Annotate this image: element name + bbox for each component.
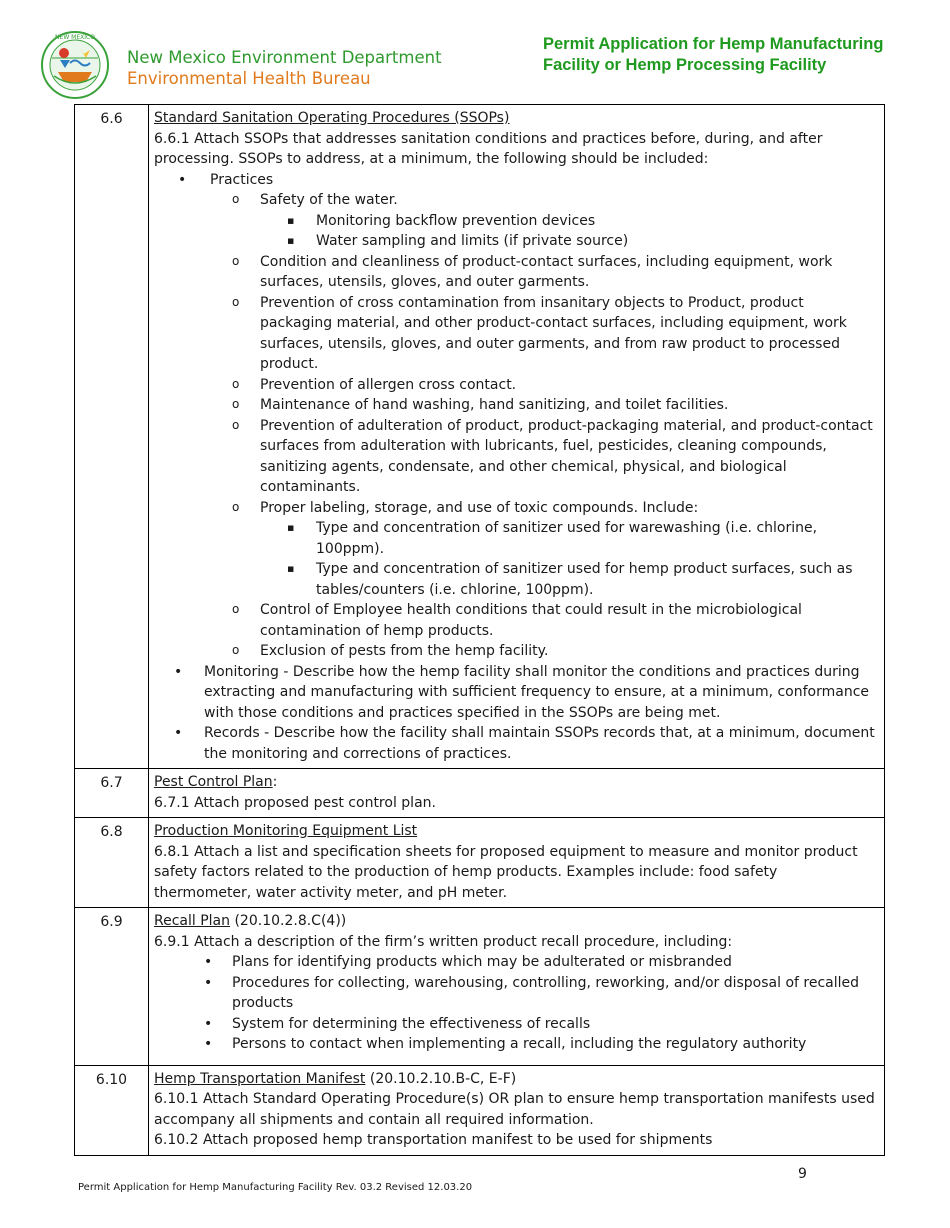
section-heading: Production Monitoring Equipment List [154, 823, 418, 839]
section-6-10-row [75, 1065, 885, 1155]
section-reference: (20.10.2.8.C(4)) [230, 913, 347, 929]
section-text: 6.8.1 Attach a list and specification sheets for proposed equipment to measure and monitor product safety factors related to the production of hemp products. Examples include: food safety thermometer, water activity meter, and pH meter. [154, 843, 858, 901]
section-body [149, 818, 885, 908]
document-title: Permit Application for Hemp Manufacturing Facility or Hemp Processing Facility [543, 35, 884, 74]
list-item: o Prevention of cross contamination from insanitary objects to Product, product packaging material, and other product-contact surfaces, including equipment, work surfaces, utensils, gloves, and outer garments, and from raw product to processed product. [154, 293, 879, 375]
section-heading: Recall Plan [154, 913, 231, 929]
list-item: o Exclusion of pests from the hemp facility. [154, 641, 879, 662]
sub-sub-list [154, 518, 879, 600]
section-text: 6.10.1 Attach Standard Operating Procedure(s) OR plan to ensure hemp transportation manifests used accompany all shipments and contain all required information. [154, 1091, 875, 1128]
list-item: • Persons to contact when implementing a recall, including the regulatory authority [154, 1034, 879, 1055]
list-item: • System for determining the effectiveness of recalls [154, 1014, 879, 1035]
list-item: o Condition and cleanliness of product-contact surfaces, including equipment, work surfaces, utensils, gloves, and outer garments. [154, 252, 879, 293]
section-body [149, 105, 885, 769]
bullet-list [154, 662, 879, 765]
list-item: ▪ Water sampling and limits (if private source) [154, 231, 879, 252]
list-item: o Prevention of allergen cross contact. [154, 375, 879, 396]
list-item: • Plans for identifying products which may be adulterated or misbranded [154, 952, 879, 973]
list-item: o Control of Employee health conditions that could result in the microbiological contamination of hemp products. [154, 600, 879, 641]
page-footer: Permit Application for Hemp Manufacturing Facility Rev. 03.2 Revised 12.03.20 [78, 1182, 473, 1193]
section-6-9-row [75, 908, 885, 1066]
section-number: 6.8 [75, 818, 149, 908]
list-item: • Monitoring - Describe how the hemp facility shall monitor the conditions and practices during extracting and manufacturing with sufficient frequency to ensure, at a minimum, conformance with those conditions and practices specified in the SSOPs are being met. [154, 662, 879, 724]
nmed-logo-icon [40, 30, 110, 100]
page-number: 9 [798, 1166, 807, 1182]
section-number: 6.6 [75, 105, 149, 769]
sub-list [154, 252, 879, 519]
section-heading: Pest Control Plan [154, 774, 273, 790]
list-item: o Maintenance of hand washing, hand sanitizing, and toilet facilities. [154, 395, 879, 416]
requirements-table [74, 104, 885, 1156]
list-item: ▪ Type and concentration of sanitizer used for hemp product surfaces, such as tables/counters (i.e. chlorine, 100ppm). [154, 559, 879, 600]
list-item: o Proper labeling, storage, and use of toxic compounds. Include: [154, 498, 879, 519]
section-number: 6.9 [75, 908, 149, 1066]
department-name: New Mexico Environment Department Environmental Health Bureau [127, 48, 442, 88]
section-heading: Standard Sanitation Operating Procedures (SSOPs) [154, 110, 510, 126]
section-6-6-row [75, 105, 885, 769]
list-item: o Safety of the water. [154, 190, 879, 211]
section-reference: (20.10.2.10.B-C, E-F) [365, 1070, 517, 1087]
section-body [149, 1065, 885, 1155]
sub-list [154, 600, 879, 662]
section-number: 6.10 [75, 1065, 149, 1155]
section-text: 6.7.1 Attach proposed pest control plan. [154, 794, 436, 811]
list-item: ▪ Monitoring backflow prevention devices [154, 211, 879, 232]
heading-colon: : [272, 774, 278, 790]
section-text: 6.10.2 Attach proposed hemp transportation manifest to be used for shipments [154, 1132, 713, 1148]
page-header [0, 0, 950, 100]
section-6-7-row [75, 769, 885, 818]
section-6-8-row [75, 818, 885, 908]
sub-list [154, 190, 879, 211]
list-item: ▪ Type and concentration of sanitizer used for warewashing (i.e. chlorine, 100ppm). [154, 518, 879, 559]
section-body [149, 769, 885, 818]
list-item: • Procedures for collecting, warehousing, controlling, reworking, and/or disposal of recalled products [154, 973, 879, 1014]
section-intro: 6.6.1 Attach SSOPs that addresses sanitation conditions and practices before, during, and after processing. SSOPs to address, at a minimum, the following should be included: [154, 130, 823, 167]
bullet-list [154, 170, 879, 191]
bullet-list [154, 952, 879, 1055]
section-number: 6.7 [75, 769, 149, 818]
section-intro: 6.9.1 Attach a description of the firm’s written product recall procedure, including: [154, 933, 733, 950]
list-item: • Practices [154, 170, 879, 191]
list-item: o Prevention of adulteration of product, product-packaging material, and product-contact surfaces from adulteration with lubricants, fuel, pesticides, cleaning compounds, sanitizing agents, condensate, and other chemical, physical, and biological contaminants. [154, 416, 879, 498]
svg-text:NEW MEXICO: NEW MEXICO [55, 34, 95, 41]
section-body [149, 908, 885, 1066]
sub-sub-list [154, 211, 879, 252]
section-heading: Hemp Transportation Manifest [154, 1070, 366, 1087]
list-item: • Records - Describe how the facility shall maintain SSOPs records that, at a minimum, document the monitoring and corrections of practices. [154, 723, 879, 764]
